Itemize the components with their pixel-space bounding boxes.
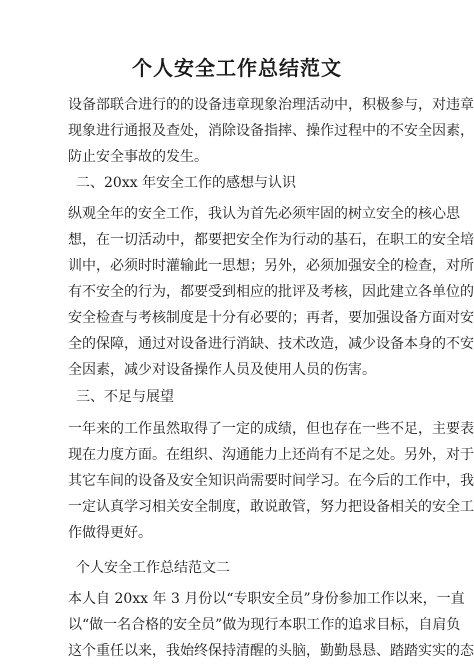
paragraph-line: 一定认真学习相关安全制度，敢说敢管，努力把设备相关的安全工	[68, 499, 474, 515]
paragraph-line: 想，在一切活动中，都要把安全作为行动的基石，在职工的安全培	[68, 232, 474, 248]
paragraph-line: 训中，必须时时灌输此一思想；另外，必须加强安全的检查，对所	[68, 258, 474, 274]
paragraph-line: 本人自 20xx 年 3 月份以“专职安全员”身份参加工作以来，一直	[68, 591, 465, 607]
paragraph-line: 全因素，减少对设备操作人员及使用人员的伤害。	[68, 362, 376, 378]
section-heading-feelings: 二、20xx 年安全工作的感想与认识	[76, 175, 297, 191]
paragraph-line: 防止安全事故的发生。	[68, 149, 208, 165]
paragraph-line: 现在力度方面。在组织、沟通能力上还尚有不足之处。另外，对于	[68, 447, 474, 463]
document-title: 个人安全工作总结范文	[132, 56, 342, 80]
paragraph-line: 其它车间的设备及安全知识尚需要时间学习。在今后的工作中，我	[68, 473, 474, 489]
paragraph-intro	[68, 92, 474, 170]
paragraph-line: 有不安全的行为，都要受到相应的批评及考核，因此建立各单位的	[68, 284, 474, 300]
paragraph-line: 一年来的工作虽然取得了一定的成绩，但也存在一些不足，主要表	[68, 421, 474, 437]
paragraph-line: 纵观全年的安全工作，我认为首先必须牢固的树立安全的核心思	[68, 206, 460, 222]
section-heading-outlook: 三、不足与展望	[76, 389, 174, 405]
section-heading-sample-two: 个人安全工作总结范文二	[76, 560, 230, 576]
paragraph-line: 这个重任以来，我始终保持清醒的头脑，勤勤恳恳、踏踏实实的态	[68, 643, 474, 659]
paragraph-line: 以“做一名合格的安全员”做为现行本职工作的追求目标，自肩负	[68, 617, 461, 633]
paragraph-line: 现象进行通报及查处，消除设备指摔、操作过程中的不安全因素，	[68, 123, 474, 139]
paragraph-outlook	[68, 416, 474, 546]
paragraph-line: 安全检查与考核制度是十分有必要的；再者，要加强设备方面对安	[68, 310, 474, 326]
paragraph-line: 全的保障，通过对设备进行消缺、技术改造，减少设备本身的不安	[68, 336, 474, 352]
paragraph-feelings	[68, 201, 474, 383]
paragraph-line: 设备部联合进行的的设备违章现象治理活动中，积极参与，对违章	[68, 97, 474, 113]
paragraph-line: 作做得更好。	[68, 525, 152, 541]
paragraph-sample-two	[68, 586, 474, 664]
